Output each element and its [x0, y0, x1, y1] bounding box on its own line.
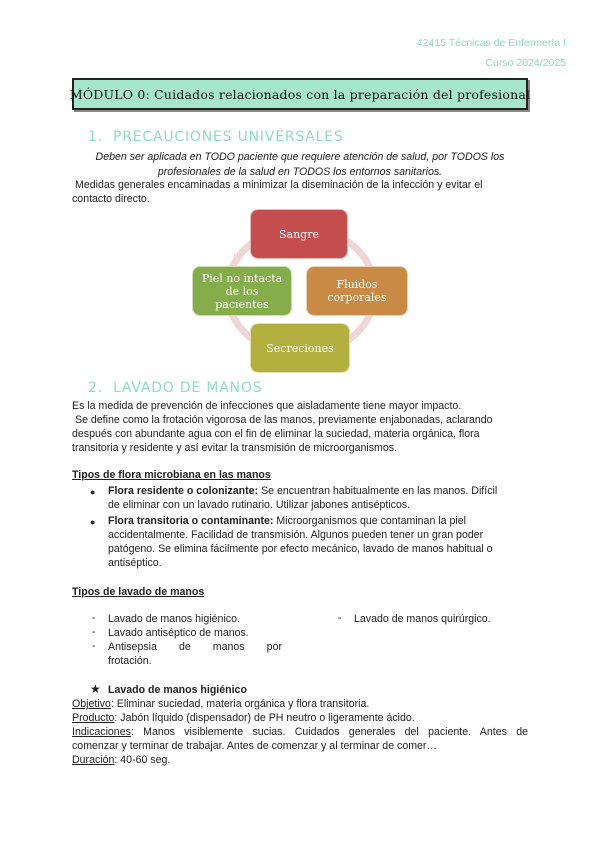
node-sangre-label: Sangre [279, 227, 319, 241]
node-piel-label: Piel no intacta de los pacientes [201, 271, 283, 311]
star-icon: ★ [90, 682, 101, 696]
flora-item-2-line-3: patógeno. Se elimina fácilmente por efecto mecánico, lavado de manos habitual o [108, 543, 493, 555]
flora-item-2-text: Microorganismos que contaminan la piel [276, 515, 466, 527]
course-year: Curso 2024/2025 [485, 57, 566, 69]
node-secreciones-label: Secreciones [266, 341, 334, 355]
flora-item-2 [108, 514, 466, 529]
indicaciones-label: Indicaciones [72, 726, 131, 738]
higienico-producto [72, 711, 415, 726]
objetivo-text: : Eliminar suciedad, materia orgánica y flora transitoria. [110, 698, 370, 710]
duracion-label: Duración [72, 754, 115, 766]
section-1-title [88, 129, 344, 145]
lavado-tipos-heading: Tipos de lavado de manos [72, 586, 205, 598]
module-title: MÓDULO 0: Cuidados relacionados con la preparación del profesional [69, 86, 531, 102]
higienico-indicaciones [72, 725, 528, 740]
lavado-tipo-4: Lavado de manos quirúrgico. [354, 613, 491, 625]
section-2-line-3: después con abundante agua con el fin de eliminar la suciedad, materia orgánica, flora [72, 428, 480, 440]
lavado-tipo-1: Lavado de manos higiénico. [108, 613, 240, 625]
flora-item-1 [108, 484, 497, 499]
higienico-title: Lavado de manos higiénico [108, 684, 247, 696]
universal-precautions-diagram [190, 206, 412, 376]
flora-item-1-bold: Flora residente o colonizante: [108, 485, 259, 497]
section-1-paragraph-2: contacto directo. [72, 193, 150, 205]
section-2-number: 2. [88, 380, 103, 396]
section-1-italic-2: profesionales de la salud en TODOS los entornos sanitarios. [157, 166, 443, 178]
course-header: 42415 Técnicas de Enfermería I [416, 37, 566, 49]
node-piel [192, 266, 292, 316]
section-2-title [88, 380, 262, 396]
duracion-text: : 40-60 seg. [114, 754, 171, 766]
higienico-indicaciones-line-2: comenzar y terminar de trabajar. Antes de comenzar y al terminar de comer… [72, 740, 438, 752]
flora-item-2-bold: Flora transitoria o contaminante: [108, 515, 274, 527]
lavado-tipo-3-line-2: frotación. [108, 655, 152, 667]
node-sangre [250, 209, 348, 259]
node-fluidos [306, 266, 408, 316]
flora-heading: Tipos de flora microbiana en las manos [72, 469, 271, 481]
higienico-duracion [72, 753, 170, 768]
bullet-icon: ● [90, 517, 96, 527]
flora-item-1-text: Se encuentran habitualmente en las manos. Difícil [261, 485, 498, 497]
section-2-line-1: Es la medida de prevención de infecciones que aisladamente tiene mayor impacto. [72, 400, 462, 412]
flora-item-1-line-2: de eliminar con un lavado rutinario. Utilizar jabones antisépticos. [108, 499, 411, 511]
objetivo-label: Objetivo [72, 698, 111, 710]
section-2-line-4: transitoria y residente y así evitar la transmisión de microorganismos. [72, 442, 398, 454]
dash-marker: - [92, 626, 96, 638]
dash-marker: - [92, 612, 96, 624]
lavado-tipo-2: Lavado antiséptico de manos. [108, 627, 249, 639]
producto-label: Producto [72, 712, 115, 724]
flora-item-2-line-4: antiséptico. [108, 557, 162, 569]
producto-text: : Jabón líquido (dispensador) de PH neutro o ligeramente ácido. [114, 712, 415, 724]
node-fluidos-label: Fluidos corporales [327, 278, 387, 304]
indicaciones-text: : Manos visiblemente sucias. Cuidados generales del paciente. Antes de [130, 726, 528, 738]
section-1-paragraph-1: Medidas generales encaminadas a minimizar la diseminación de la infección y evitar el [75, 179, 483, 191]
section-1-title-text: PRECAUCIONES UNIVERSALES [112, 129, 344, 145]
higienico-objetivo [72, 697, 369, 712]
section-2-line-2: Se define como la frotación vigorosa de las manos, previamente enjabonadas, aclarando [75, 414, 493, 426]
flora-item-2-line-2: accidentalmente. Facilidad de transmisión. Algunos pueden tener un gran poder [108, 529, 484, 541]
section-1-number: 1. [88, 129, 103, 145]
module-title-box [69, 78, 531, 110]
bullet-icon: ● [90, 487, 96, 497]
dash-marker: - [92, 640, 96, 652]
node-secreciones [250, 323, 350, 373]
lavado-tipo-3-line-1: Antisepsia de manos por [108, 641, 282, 653]
section-2-title-text: LAVADO DE MANOS [112, 380, 263, 396]
section-1-italic-1: Deben ser aplicada en TODO paciente que requiere atención de salud, por TODOS los [95, 151, 505, 163]
dash-marker: - [338, 612, 342, 624]
